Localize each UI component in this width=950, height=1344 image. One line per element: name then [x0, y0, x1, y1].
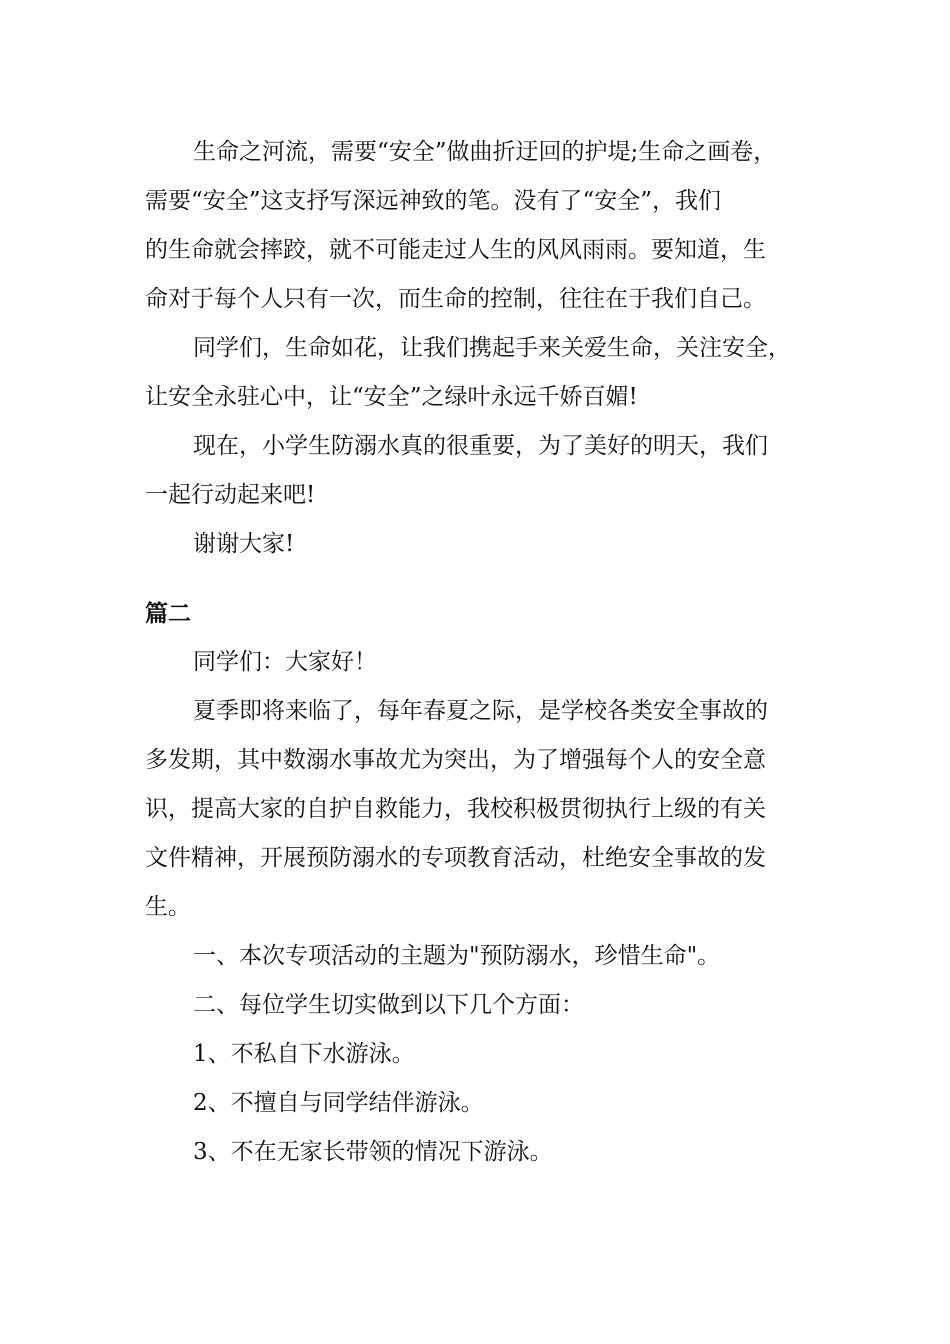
text-line: 命对于每个人只有一次，而生命的控制，往往在于我们自己。 [145, 286, 766, 312]
text-line: 生。 [145, 894, 191, 920]
text-line: 夏季即将来临了，每年春夏之际，是学校各类安全事故的 [193, 698, 768, 724]
list-item: 2、不擅自与同学结伴游泳。 [193, 1090, 484, 1116]
text-line: 生命之河流，需要“安全”做曲折迂回的护堤;生命之画卷， [193, 139, 777, 165]
text-line: 让安全永驻心中，让“安全”之绿叶永远千娇百媚! [145, 384, 638, 410]
text-line: 多发期，其中数溺水事故尤为突出，为了增强每个人的安全意 [145, 747, 766, 773]
text-line: 识，提高大家的自护自救能力，我校积极贯彻执行上级的有关 [145, 796, 766, 822]
list-item: 二、每位学生切实做到以下几个方面： [193, 992, 584, 1018]
paragraph [145, 687, 810, 932]
paragraph [145, 324, 810, 422]
paragraph [145, 128, 810, 324]
greeting-line: 同学们：大家好！ [193, 649, 377, 675]
paragraph [145, 422, 810, 520]
text-line: 一起行动起来吧! [145, 482, 316, 508]
text-line: 需要“安全”这支抒写深远神致的笔。没有了“安全”，我们 [145, 188, 722, 214]
list-item: 一、本次专项活动的主题为"预防溺水，珍惜生命"。 [193, 943, 721, 969]
text-line: 现在，小学生防溺水真的很重要，为了美好的明天，我们 [193, 433, 768, 459]
text-line: 的生命就会摔跤，就不可能走过人生的风风雨雨。要知道，生 [145, 237, 766, 263]
list-item: 3、不在无家长带领的情况下游泳。 [193, 1139, 553, 1165]
text-line: 文件精神，开展预防溺水的专项教育活动，杜绝安全事故的发 [145, 845, 766, 871]
section-heading: 篇二 [145, 600, 191, 627]
closing-line: 谢谢大家! [193, 531, 295, 557]
document-body [145, 128, 810, 1177]
text-line: 同学们，生命如花，让我们携起手来关爱生命，关注安全， [193, 335, 791, 361]
list-item: 1、不私自下水游泳。 [193, 1041, 415, 1067]
